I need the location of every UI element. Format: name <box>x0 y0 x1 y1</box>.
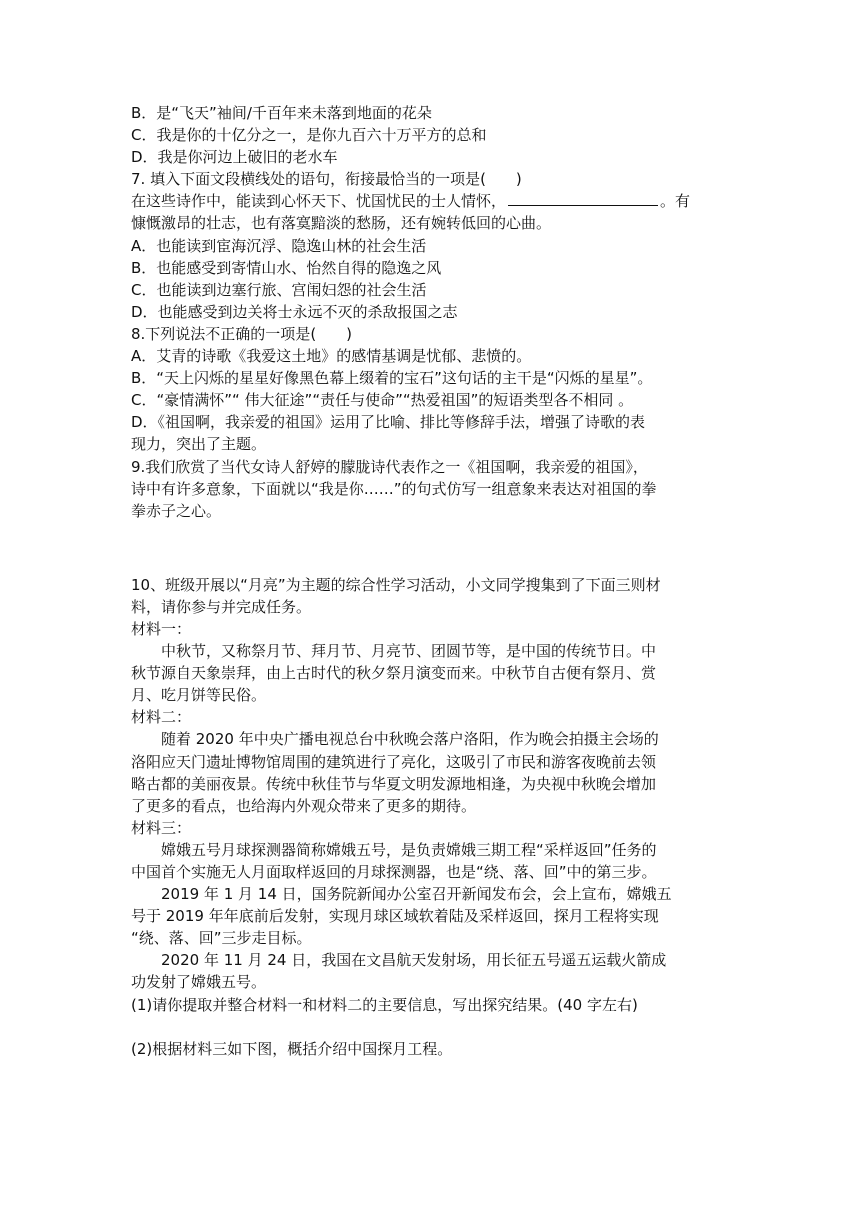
q8-option-c: C．“豪情满怀”“ 伟大征途”“责任与使命”“热爱祖国”的短语类型各不相同 。 <box>131 391 634 410</box>
material-3-line-4: 号于 2019 年年底前后发射，实现月球区域软着陆及采样返回，探月工程将实现 <box>131 907 659 926</box>
material-3-line-5: “绕、落、回”三步走目标。 <box>131 929 312 948</box>
q7-option-b: B．也能感受到寄情山水、怡然自得的隐逸之风 <box>131 258 442 277</box>
material-3-title: 材料三： <box>131 818 192 837</box>
material-1-line-1: 中秋节，又称祭月节、拜月节、月亮节、团圆节等，是中国的传统节日。中 <box>161 642 657 661</box>
q10-intro-line-2: 料，请你参与并完成任务。 <box>131 597 312 616</box>
q7-option-c: C．也能读到边塞行旅、宫闱妇怨的社会生活 <box>131 280 427 299</box>
material-2-line-2: 洛阳应天门遗址博物馆周围的建筑进行了亮化，这吸引了市民和游客夜晚前去领 <box>131 752 657 771</box>
q7-answer-blank <box>508 191 658 206</box>
q10-task-1: (1)请你提取并整合材料一和材料二的主要信息，写出探究结果。(40 字左右) <box>131 995 638 1014</box>
q7-passage-line-1 <box>131 190 731 212</box>
material-1-title: 材料一： <box>131 619 192 638</box>
q6-option-d: D．我是你河边上破旧的老水车 <box>131 148 338 167</box>
material-3-line-1: 嫦娥五号月球探测器简称嫦娥五号，是负责嫦娥三期工程“采样返回”任务的 <box>161 840 657 859</box>
material-2-line-1: 随着 2020 年中央广播电视总台中秋晚会落户洛阳，作为晚会拍摄主会场的 <box>161 730 659 749</box>
q7-passage-end: 。有 <box>660 192 691 211</box>
q10-task-2: (2)根据材料三如下图，概括介绍中国探月工程。 <box>131 1039 453 1058</box>
material-1-line-2: 秋节源自天象崇拜，由上古时代的秋夕祭月演变而来。中秋节自古便有祭月、赏 <box>131 664 657 683</box>
material-2-title: 材料二： <box>131 708 192 727</box>
material-1-line-3: 月、吃月饼等民俗。 <box>131 686 267 705</box>
q8-option-b: B．“天上闪烁的星星好像黑色幕上缀着的宝石”这句话的主干是“闪烁的星星”。 <box>131 369 653 388</box>
q7-option-a: A．也能读到宦海沉浮、隐逸山林的社会生活 <box>131 236 427 255</box>
q9-line-2: 诗中有许多意象，下面就以“我是你……”的句式仿写一组意象来表达对祖国的拳 <box>131 479 657 498</box>
q7-passage-text: 在这些诗作中，能读到心怀天下、忧国忧民的士人情怀， <box>131 192 507 211</box>
q7-stem: 7. 填入下面文段横线处的语句，衔接最恰当的一项是( ) <box>131 170 522 189</box>
material-3-line-7: 功发射了嫦娥五号。 <box>131 973 267 992</box>
q8-option-a: A．艾青的诗歌《我爱这土地》的感情基调是忧郁、悲愤的。 <box>131 347 532 366</box>
answer-space <box>131 522 731 574</box>
material-3-line-3: 2019 年 1 月 14 日，国务院新闻办公室召开新闻发布会，会上宣布，嫦娥五 <box>161 885 672 904</box>
q6-option-b: B．是“飞天”袖间/千百年来未落到地面的花朵 <box>131 104 432 122</box>
material-3-line-6: 2020 年 11 月 24 日，我国在文昌航天发射场，用长征五号遥五运载火箭成 <box>161 951 667 970</box>
material-2-line-4: 了更多的看点，也给海内外观众带来了更多的期待。 <box>131 796 477 815</box>
q7-passage-line-2: 慷慨激昂的壮志，也有落寞黯淡的愁肠，还有婉转低回的心曲。 <box>131 214 552 233</box>
q9-line-1: 9.我们欣赏了当代女诗人舒婷的朦胧诗代表作之一《祖国啊，我亲爱的祖国》， <box>131 457 648 476</box>
task-1-answer-space <box>131 1016 731 1038</box>
q6-option-c: C．我是你的十亿分之一，是你九百六十万平方的总和 <box>131 126 487 145</box>
document-body <box>131 102 731 1060</box>
material-2-line-3: 略古都的美丽夜景。传统中秋佳节与华夏文明发源地相逢，为央视中秋晚会增加 <box>131 774 657 793</box>
q10-intro-line-1: 10、班级开展以“月亮”为主题的综合性学习活动，小文同学搜集到了下面三则材 <box>131 575 661 594</box>
q8-stem: 8.下列说法不正确的一项是( ) <box>131 324 353 343</box>
q7-option-d: D．也能感受到边关将士永远不灭的杀敌报国之志 <box>131 302 458 321</box>
material-3-line-2: 中国首个实施无人月面取样返回的月球探测器，也是“绕、落、回”中的第三步。 <box>131 863 657 881</box>
q8-option-d-line-1: D．《祖国啊，我亲爱的祖国》运用了比喻、排比等修辞手法，增强了诗歌的表 <box>131 413 646 432</box>
q9-line-3: 拳赤子之心。 <box>131 501 222 520</box>
q8-option-d-line-2: 现力，突出了主题。 <box>131 435 267 454</box>
